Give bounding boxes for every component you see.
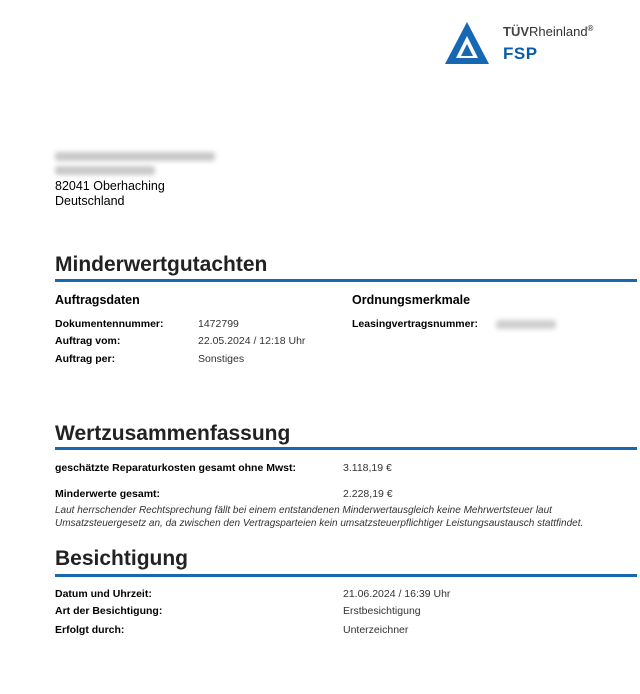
section-divider	[55, 279, 637, 282]
dokumentennummer-label: Dokumentennummer:	[55, 318, 164, 330]
legal-note: Laut herrschender Rechtsprechung fällt bei einem entstandenen Minderwertausgleich keine Mehrwertsteuer laut Umsatzsteuergesetz an, da zwischen den Vertragsparteien kein umsatzsteuerpflichtiger Leistungsaustausch stattfindet.	[55, 505, 584, 529]
reparaturkosten-label: geschätzte Reparaturkosten gesamt ohne Mwst:	[55, 462, 296, 474]
section-title-wertzusammenfassung: Wertzusammenfassung	[55, 422, 291, 445]
reparaturkosten-value: 3.118,19 €	[343, 462, 392, 474]
dokumentennummer-value: 1472799	[198, 318, 239, 330]
leasingvertragsnummer-label: Leasingvertragsnummer:	[352, 318, 479, 330]
erfolgt-durch-label: Erfolgt durch:	[55, 624, 125, 636]
redacted-company-name	[55, 152, 215, 161]
minderwerte-gesamt-value: 2.228,19 €	[343, 488, 393, 500]
address-city: 82041 Oberhaching	[55, 179, 165, 193]
section-divider	[55, 447, 637, 450]
erfolgt-durch-value: Unterzeichner	[343, 624, 409, 636]
auftrag-vom-label: Auftrag vom:	[55, 335, 121, 347]
tuv-rheinland-logo	[445, 20, 615, 70]
section-title-besichtigung: Besichtigung	[55, 547, 189, 570]
logo-brand-text: TÜVRheinland®	[503, 24, 594, 39]
auftrag-per-value: Sonstiges	[198, 353, 245, 365]
auftrag-vom-value: 22.05.2024 / 12:18 Uhr	[198, 335, 306, 347]
art-besichtigung-label: Art der Besichtigung:	[55, 605, 163, 617]
logo-fsp-text: FSP	[503, 44, 538, 63]
address-country: Deutschland	[55, 194, 125, 208]
redacted-leasingvertragsnummer	[496, 320, 556, 329]
section-title-minderwertgutachten: Minderwertgutachten	[55, 253, 268, 276]
datum-uhrzeit-value: 21.06.2024 / 16:39 Uhr	[343, 588, 451, 600]
redacted-street	[55, 166, 155, 175]
auftragsdaten-heading: Auftragsdaten	[55, 293, 140, 307]
minderwerte-gesamt-label: Minderwerte gesamt:	[55, 488, 161, 500]
triangle-logo-icon	[445, 20, 495, 66]
datum-uhrzeit-label: Datum und Uhrzeit:	[55, 588, 152, 600]
section-divider	[55, 574, 637, 577]
ordnungsmerkmale-heading: Ordnungsmerkmale	[352, 293, 471, 307]
auftrag-per-label: Auftrag per:	[55, 353, 116, 365]
art-besichtigung-value: Erstbesichtigung	[343, 605, 421, 617]
